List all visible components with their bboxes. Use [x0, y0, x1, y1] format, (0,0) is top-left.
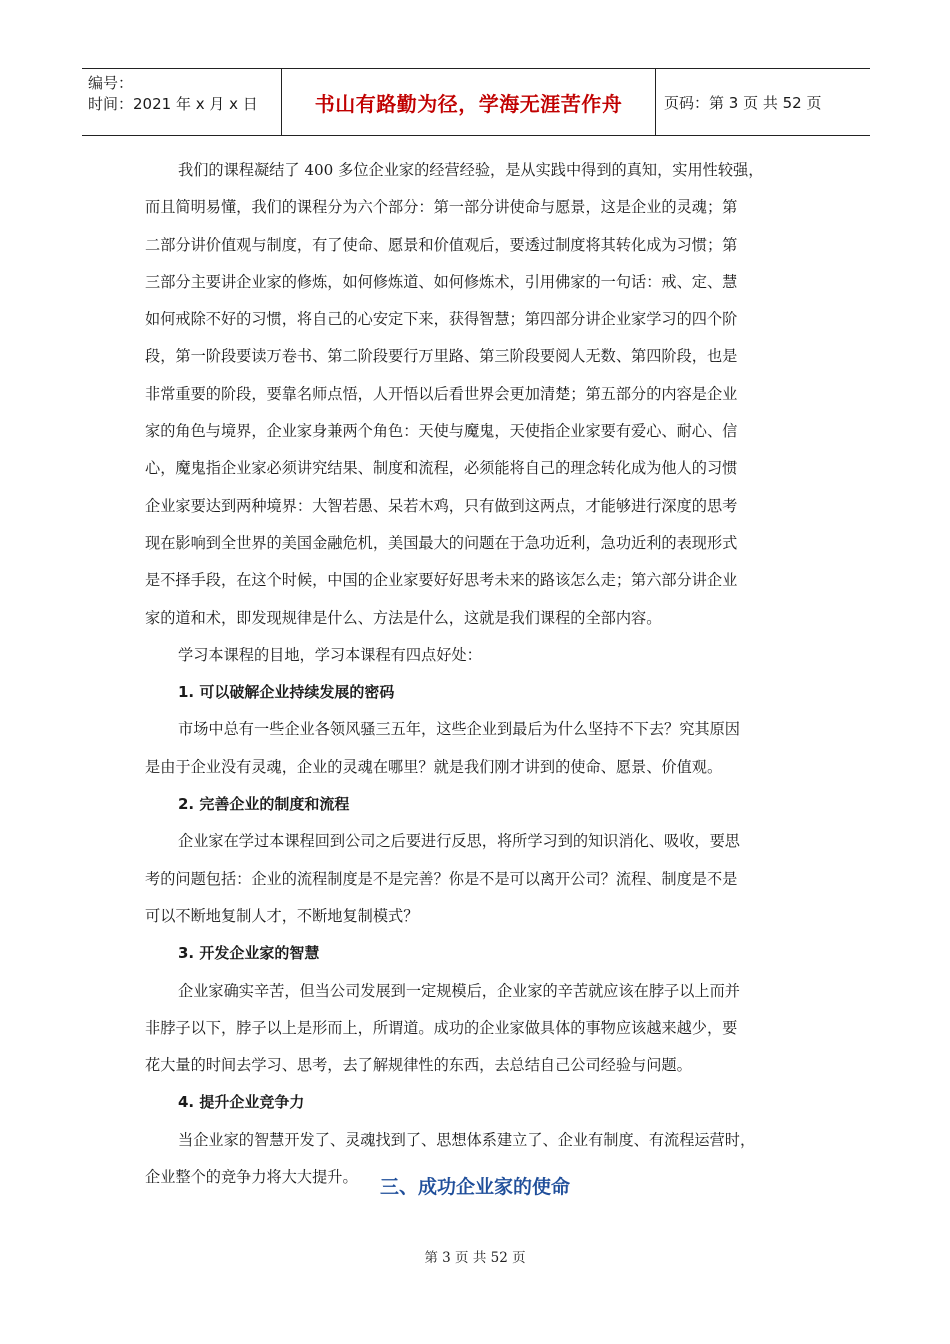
- text-line: 心，魔鬼指企业家必须讲究结果、制度和流程，必须能将自己的理念转化成为他人的习惯: [145, 459, 738, 478]
- text-line: 如何戒除不好的习惯，将自己的心安定下来，获得智慧；第四部分讲企业家学习的四个阶: [145, 310, 738, 329]
- heading-benefit-4: 4. 提升企业竞争力: [178, 1093, 305, 1112]
- header-motto-cell: [282, 69, 656, 135]
- paragraph-benefits-intro: 学习本课程的目地，学习本课程有四点好处：: [178, 645, 482, 664]
- header-page-info-cell: [656, 69, 870, 135]
- text-line: 非脖子以下，脖子以上是形而上，所谓道。成功的企业家做具体的事物应该越来越少，要: [145, 1018, 738, 1037]
- text-line: 三部分主要讲企业家的修炼，如何修炼道、如何修炼术，引用佛家的一句话：戒、定、慧: [145, 272, 738, 291]
- page-header: [82, 68, 870, 136]
- text-line: 现在影响到全世界的美国金融危机，美国最大的问题在于急功近利，急功近利的表现形式: [145, 533, 738, 552]
- motto: 书山有路勤为径，学海无涯苦作舟: [314, 91, 623, 116]
- date-label: 时间：2021 年 x 月 x 日: [88, 95, 258, 113]
- text-line: 可以不断地复制人才，不断地复制模式？: [145, 906, 419, 925]
- text-line: 而且简明易懂，我们的课程分为六个部分：第一部分讲使命与愿景，这是企业的灵魂；第: [145, 198, 738, 217]
- heading-benefit-3: 3. 开发企业家的智慧: [178, 944, 320, 963]
- text-line: 是由于企业没有灵魂，企业的灵魂在哪里？就是我们刚才讲到的使命、愿景、价值观。: [145, 757, 723, 776]
- section-title: 三、成功企业家的使命: [379, 1176, 570, 1198]
- text-line: 段，第一阶段要读万卷书、第二阶段要行万里路、第三阶段要阅人无数、第四阶段，也是: [145, 347, 738, 366]
- text-line: 当企业家的智慧开发了、灵魂找到了、思想体系建立了、企业有制度、有流程运营时，: [178, 1130, 756, 1149]
- paragraph-course-overview: [145, 152, 810, 637]
- page-info: 页码：第 3 页 共 52 页: [664, 93, 822, 112]
- paragraph-benefit-1: [145, 711, 810, 786]
- text-line: 企业家要达到两种境界：大智若愚、呆若木鸡，只有做到这两点，才能够进行深度的思考: [145, 496, 738, 515]
- text-line: 是不择手段，在这个时候，中国的企业家要好好思考未来的路该怎么走；第六部分讲企业: [145, 571, 738, 590]
- header-meta: [82, 69, 282, 135]
- text-line: 二部分讲价值观与制度，有了使命、愿景和价值观后，要透过制度将其转化成为习惯；第: [145, 235, 738, 254]
- heading-benefit-1: 1. 可以破解企业持续发展的密码: [178, 683, 395, 702]
- text-line: 市场中总有一些企业各领风骚三五年，这些企业到最后为什么坚持不下去？究其原因: [178, 720, 740, 739]
- paragraph-benefit-2: [145, 823, 810, 935]
- text-line: 考的问题包括：企业的流程制度是不是完善？你是不是可以离开公司？流程、制度是不是: [145, 869, 738, 888]
- text-line: 花大量的时间去学习、思考，去了解规律性的东西，去总结自己公司经验与问题。: [145, 1056, 692, 1075]
- text-line: 家的角色与境界，企业家身兼两个角色：天使与魔鬼，天使指企业家要有爱心、耐心、信: [145, 422, 738, 441]
- paragraph-benefit-3: [145, 973, 810, 1085]
- text-line: 企业家确实辛苦，但当公司发展到一定规模后，企业家的辛苦就应该在脖子以上而并: [178, 981, 740, 1000]
- text-line: 家的道和术，即发现规律是什么、方法是什么，这就是我们课程的全部内容。: [145, 608, 662, 627]
- text-line: 非常重要的阶段，要靠名师点悟，人开悟以后看世界会更加清楚；第五部分的内容是企业: [145, 384, 738, 403]
- page-footer: 第 3 页 共 52 页: [424, 1250, 526, 1266]
- text-line: 企业家在学过本课程回到公司之后要进行反思，将所学习到的知识消化、吸收，要思: [178, 832, 740, 851]
- heading-benefit-2: 2. 完善企业的制度和流程: [178, 795, 350, 814]
- document-body: [145, 152, 810, 1196]
- text-line: 我们的课程凝结了 400 多位企业家的经营经验，是从实践中得到的真知，实用性较强，: [178, 161, 764, 179]
- text-line: 企业整个的竞争力将大大提升。: [145, 1168, 358, 1187]
- number-label: 编号：: [88, 74, 134, 92]
